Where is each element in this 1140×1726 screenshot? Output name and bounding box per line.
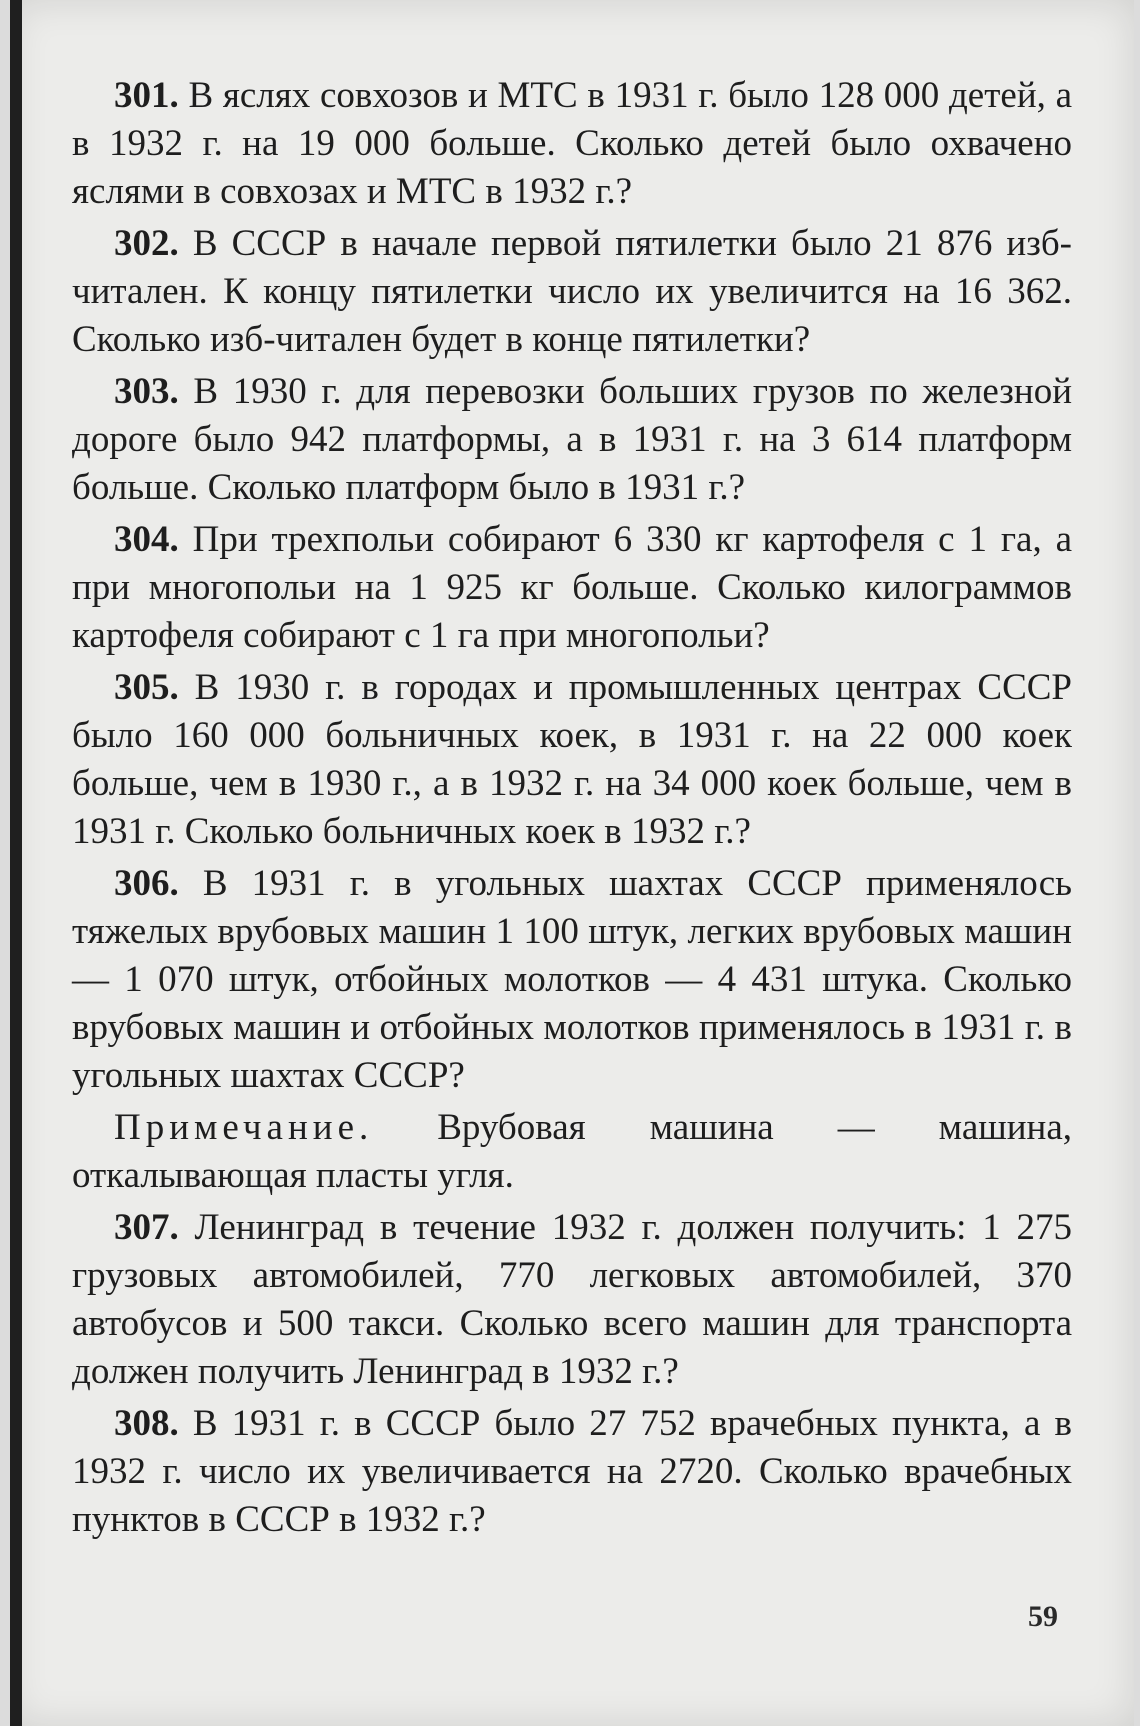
note-label: Примечание. [114, 1107, 374, 1148]
problem-307 [72, 1204, 1072, 1396]
note-paragraph [72, 1104, 1072, 1200]
problem-304 [72, 516, 1072, 660]
problem-number: 305. [114, 667, 179, 708]
note-text: Врубовая машина — машина, откалывающая пласты угля. [72, 1107, 1072, 1196]
problem-list [72, 72, 1072, 1548]
problem-302 [72, 220, 1072, 364]
problem-301 [72, 72, 1072, 216]
problem-number: 306. [114, 863, 179, 904]
problem-number: 303. [114, 371, 179, 412]
page-number: 59 [1028, 1600, 1058, 1633]
problem-text: При трехпольи собирают 6 330 кг картофеля с 1 га, а при многопольи на 1 925 кг больше. Сколько килограммов картофеля собирают с 1 га при многопольи? [72, 519, 1073, 656]
problem-text: В 1931 г. в СССР было 27 752 врачебных пункта, а в 1932 г. число их увеличивается на 2720. Сколько врачебных пунктов в СССР в 1932 г.? [72, 1403, 1073, 1540]
problem-306 [72, 860, 1072, 1100]
problem-text: В 1931 г. в угольных шахтах СССР применялось тяжелых врубовых машин 1 100 штук, легких врубовых машин — 1 070 штук, отбойных молотков — 4 431 штука. Сколько врубовых машин и отбойных молотков применялось в 1931 г. в угольных шахтах СССР? [72, 863, 1072, 1096]
problem-text: В яслях совхозов и МТС в 1931 г. было 128 000 детей, а в 1932 г. на 19 000 больше. Сколько детей было охвачено яслями в совхозах и МТС в 1932 г.? [72, 75, 1072, 212]
book-page [10, 0, 1134, 1726]
problem-number: 301. [114, 75, 179, 116]
problem-number: 302. [114, 223, 179, 264]
page-binding-edge [10, 0, 22, 1726]
problem-303 [72, 368, 1072, 512]
problem-308 [72, 1400, 1072, 1544]
problem-text: В СССР в начале первой пятилетки было 21 876 изб-читален. К концу пятилетки число их увеличится на 16 362. Сколько изб-читален будет в конце пятилетки? [72, 223, 1072, 360]
problem-number: 307. [114, 1207, 179, 1248]
problem-number: 308. [114, 1403, 179, 1444]
problem-text: Ленинград в течение 1932 г. должен получить: 1 275 грузовых автомобилей, 770 легковых автомобилей, 370 автобусов и 500 такси. Сколько всего машин для транспорта должен получить Ленинград в 1932 г.? [72, 1207, 1072, 1392]
problem-text: В 1930 г. в городах и промышленных центрах СССР было 160 000 больничных коек, в 1931 г. на 22 000 коек больше, чем в 1930 г., а в 1932 г. на 34 000 коек больше, чем в 1931 г. Сколько больничных коек в 1932 г.? [72, 667, 1073, 852]
problem-number: 304. [114, 519, 179, 560]
problem-text: В 1930 г. для перевозки больших грузов по железной дороге было 942 платформы, а в 1931 г. на 3 614 платформ больше. Сколько платформ было в 1931 г.? [72, 371, 1073, 508]
problem-305 [72, 664, 1072, 856]
